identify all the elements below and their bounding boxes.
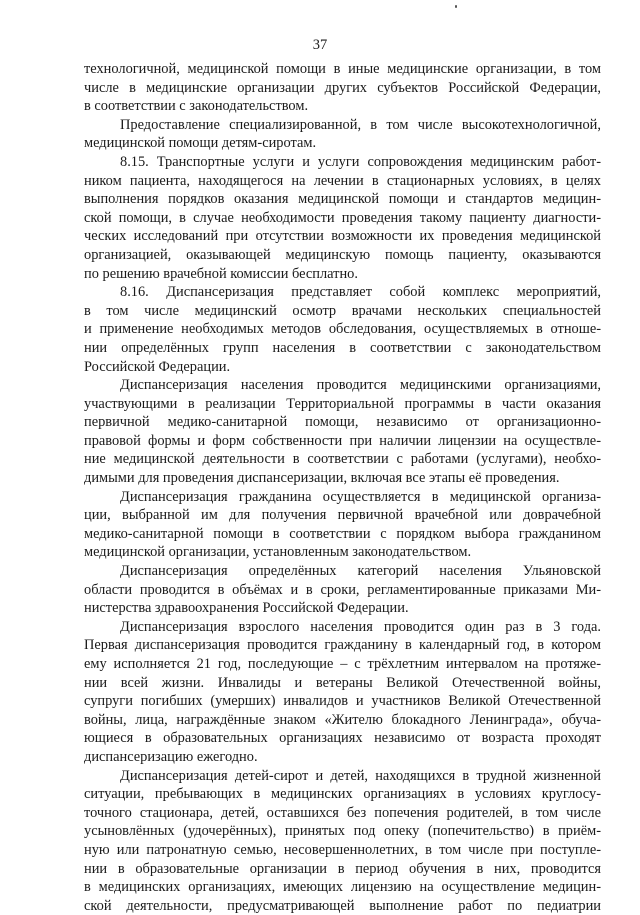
text-line: участвующими в реализации Территориальной программы в части оказания [84,395,601,412]
text-line: организацией, оказывающей медицинскую помощь пациенту, оказываются [84,246,601,263]
text-line: точного стационара, детей, оставшихся без попечения родителей, в том числе [84,804,601,821]
text-line: медицинской организации, установленным законодательством. [84,544,472,561]
body-text [84,60,601,915]
text-line: нистерства здравоохранения Российской Федерации. [84,600,409,617]
text-line: Диспансеризация детей-сирот и детей, находящихся в трудной жизненной [120,767,601,784]
text-line: медицинской помощи детям-сиротам. [84,135,317,152]
text-line: в медицинских организациях, имеющих лицензию на осуществление медицин- [84,879,601,896]
text-line: числе в медицинские организации других субъектов Российской Федерации, [84,79,601,96]
text-line: ческих исследований при отсутствии возможности их проведения медицинской [84,228,601,245]
text-line: ющиеся в образовательных организациях независимо от возраста проходят [84,730,601,747]
text-line: технологичной, медицинской помощи в иные медицинские организации, в том [84,61,601,77]
text-line: усыновлённых (удочерённых), принятых под опеку (попечительство) в приём- [84,823,601,840]
text-line: правовой формы и форм собственности при наличии лицензии на осуществле- [84,432,601,449]
text-line: 8.16. Диспансеризация представляет собой комплекс мероприятий, [120,284,601,301]
text-line: Российской Федерации. [84,358,231,375]
scan-speck [455,5,457,8]
text-line: ему исполняется 21 год, последующие – с трёхлетним интервалом на протяже- [84,656,601,672]
text-line: Предоставление специализированной, в том числе высокотехнологичной, [120,116,601,133]
text-line: нии в образовательные организации в период обучения в них, проводится [84,860,601,877]
text-line: по решению врачебной комиссии бесплатно. [84,265,358,282]
page-number: 37 [312,37,328,53]
text-line: медико-санитарной помощи в соответствии с порядком выбора гражданином [84,525,601,542]
text-line: области проводится в объёмах и в сроки, регламентированные приказами Ми- [84,581,601,598]
text-line: нии определённых групп населения в соответствии с законодательством [84,339,601,356]
text-line: Диспансеризация гражданина осуществляется в медицинской организа- [120,488,601,505]
text-line: Диспансеризация населения проводится медицинскими организациями, [120,377,601,394]
text-line: ником пациента, находящегося на лечении в стационарных условиях, в целях [84,172,601,189]
text-line: димыми для проведения диспансеризации, включая все этапы её проведения. [84,470,560,487]
text-line: Диспансеризация определённых категорий населения Ульяновской [120,563,601,580]
text-line: ную или патронатную семью, несовершеннолетних, в том числе при поступле- [84,841,601,858]
text-line: 8.15. Транспортные услуги и услуги сопровождения медицинским работ- [120,153,601,170]
text-line: в соответствии с законодательством. [84,98,309,115]
text-line: ской помощи, в случае необходимости проведения такому пациенту диагности- [84,209,601,226]
text-line: войны, лица, награждённые знаком «Жителю блокадного Ленинграда», обуча- [84,711,601,728]
text-line: ситуации, пребывающих в медицинских организациях в условиях круглосу- [84,786,601,803]
text-line: Первая диспансеризация проводится гражданину в календарный год, в котором [84,637,601,654]
text-line: ции, выбранной им для получения первичной врачебной или доврачебной [84,507,601,524]
text-line: Диспансеризация взрослого населения проводится один раз в 3 года. [120,618,601,635]
text-line: выполнения порядков оказания медицинской помощи и стандартов медицин- [84,191,601,208]
text-line: ние медицинской деятельности в соответствии с работами (услугами), необхо- [84,451,601,468]
text-line: ской деятельности, предусматривающей выполнение работ по педиатрии [84,897,601,914]
text-line: супруги погибших (умерших) инвалидов и участников Великой Отечественной [84,693,601,710]
text-line: в том числе медицинский осмотр врачами нескольких специальностей [84,302,601,319]
text-line: первичной медико-санитарной помощи, независимо от организационно- [84,414,601,431]
text-line: и применение необходимых методов обследования, осуществляемых в отноше- [84,321,601,338]
text-line: диспансеризацию ежегодно. [84,748,258,765]
text-line: нии всей жизни. Инвалиды и ветераны Великой Отечественной войны, [84,674,601,691]
